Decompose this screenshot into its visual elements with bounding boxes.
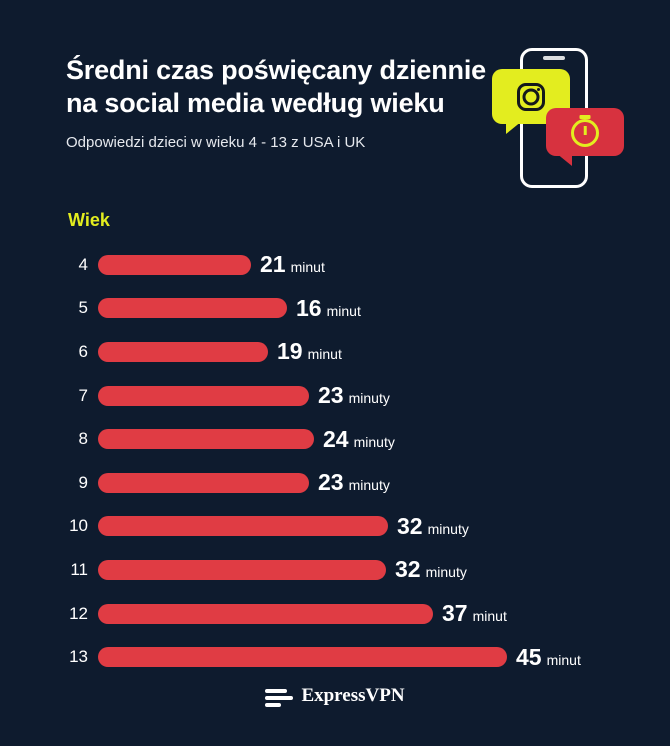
- table-row: [0, 330, 670, 374]
- bar-value: 45: [516, 643, 542, 670]
- bar-unit: minut: [546, 651, 581, 668]
- bar-value: 32: [395, 556, 421, 583]
- bar-value-group: [323, 426, 395, 453]
- bar-unit: minut: [307, 346, 342, 363]
- bar-unit: minuty: [353, 433, 395, 450]
- instagram-icon: [517, 83, 545, 111]
- brand-name: ExpressVPN: [301, 685, 405, 706]
- bar-value-group: [395, 556, 467, 583]
- phone-illustration: [492, 40, 642, 195]
- bar: [98, 342, 268, 362]
- row-category: 8: [78, 429, 88, 449]
- bar-chart: [0, 243, 670, 679]
- bar-container: [98, 330, 670, 374]
- row-category: 12: [69, 603, 88, 623]
- bar-container: [98, 548, 670, 592]
- table-row: [0, 287, 670, 331]
- bar: [98, 604, 433, 624]
- row-category: 11: [70, 559, 88, 579]
- bar-container: [98, 505, 670, 549]
- bar-value: 16: [296, 294, 322, 321]
- table-row: [0, 592, 670, 636]
- bar-unit: minut: [290, 259, 325, 276]
- bar-container: [98, 417, 670, 461]
- bar-value: 32: [397, 512, 423, 539]
- bar: [98, 298, 287, 318]
- table-row: [0, 243, 670, 287]
- bar-value-group: [318, 469, 390, 496]
- category-axis-label: Wiek: [68, 210, 110, 230]
- table-row: [0, 635, 670, 679]
- table-row: [0, 417, 670, 461]
- row-category: 10: [69, 516, 88, 536]
- bar: [98, 516, 388, 536]
- bar-container: [98, 592, 670, 636]
- bar-unit: minuty: [425, 564, 467, 581]
- bar-value: 21: [260, 251, 286, 278]
- expressvpn-logo-icon: [265, 686, 293, 706]
- bar-unit: minuty: [348, 390, 390, 407]
- table-row: [0, 461, 670, 505]
- bar-container: [98, 243, 670, 287]
- bar-container: [98, 461, 670, 505]
- bar-value: 24: [323, 425, 349, 452]
- bar: [98, 255, 251, 275]
- bar-unit: minut: [472, 608, 507, 625]
- footer-branding: [0, 685, 670, 707]
- bar: [98, 386, 309, 406]
- table-row: [0, 374, 670, 418]
- bar: [98, 473, 309, 493]
- bar-value-group: [260, 251, 325, 278]
- row-category: 9: [78, 472, 88, 492]
- bar-value: 37: [442, 600, 468, 627]
- bar: [98, 647, 507, 667]
- bar-unit: minuty: [427, 520, 469, 537]
- bar-value-group: [442, 600, 507, 627]
- speech-bubble-red: [546, 108, 624, 156]
- row-category: 7: [78, 385, 88, 405]
- bar: [98, 560, 386, 580]
- bar-container: [98, 287, 670, 331]
- bar-value-group: [277, 338, 342, 365]
- phone-speaker: [543, 56, 565, 60]
- bar-unit: minuty: [348, 477, 390, 494]
- bar-unit: minut: [326, 302, 361, 319]
- bar-container: [98, 374, 670, 418]
- bar-value: 23: [318, 469, 344, 496]
- row-category: 13: [69, 647, 88, 667]
- header: [66, 54, 486, 153]
- page-title: Średni czas poświęcany dziennie na social media według wieku: [66, 55, 486, 118]
- row-category: 5: [78, 298, 88, 318]
- table-row: [0, 505, 670, 549]
- bar-value: 23: [318, 382, 344, 409]
- table-row: [0, 548, 670, 592]
- page-subtitle: Odpowiedzi dzieci w wieku 4 - 13 z USA i UK: [66, 134, 366, 151]
- bar-value-group: [296, 295, 361, 322]
- bar-value: 19: [277, 338, 303, 365]
- row-category: 4: [78, 254, 88, 274]
- bar-container: [98, 635, 670, 679]
- row-category: 6: [78, 341, 88, 361]
- bar-value-group: [318, 382, 390, 409]
- stopwatch-icon: [571, 119, 599, 147]
- bar-value-group: [516, 644, 581, 671]
- bar: [98, 429, 314, 449]
- bar-value-group: [397, 513, 469, 540]
